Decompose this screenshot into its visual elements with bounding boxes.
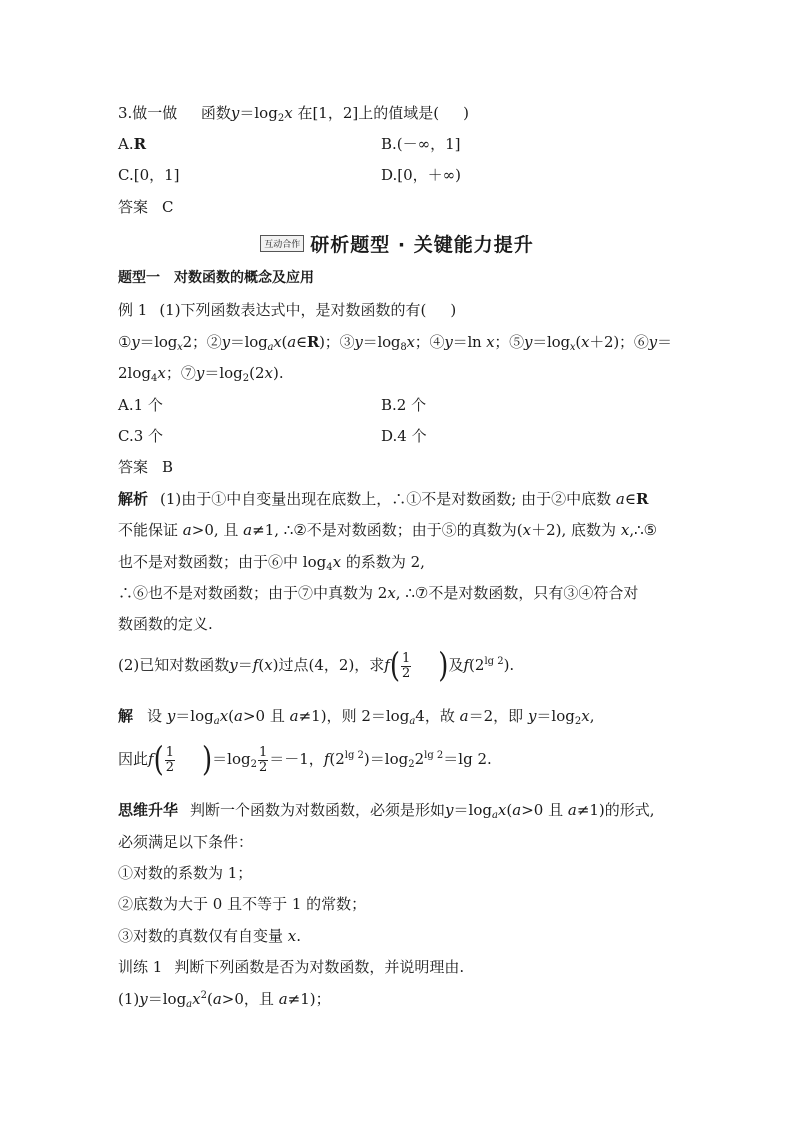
section-heading [0,230,794,257]
ex1-expressions-line1: $①y=\log_x2$；$②y=\log_ax(a\in R)$；$③y=\log_8x$；④y＝ln x；$⑤y=\log_x(x+2)$；⑥y＝ [118,333,672,353]
ex1-analysis-line2: 不能保证 a>0, 且 a≠1, ∴②不是对数函数；由于⑤的真数为(x＋2), 底数为 x,∴⑤ [118,521,658,539]
training1-item1: $(1)y=\log_ax^2(a>0$，且 a≠1)； [118,990,331,1010]
training1-title: 训练 1 判断下列函数是否为对数函数，并说明理由. [118,958,465,976]
q3-option-a: A.R [118,135,147,153]
ex1-part1: 例 1 (1)下列函数表达式中，是对数函数的有( ) [118,301,457,319]
q3-option-d: D.[0，＋∞) [381,166,462,184]
q3-answer: 答案 C [118,198,174,216]
ex1-solution-line2: 因此f( $\frac{1}{2}$ )$=\log_2$ $\frac{1}{2}$ ＝－1，$f(2^{lg 2})=\log_22^{lg 2}=\lg$ 2. [118,740,492,780]
ex1-part2: (2)已知对数函数y＝f(x)过点(4，2)，求f( $\frac{1}{2}$ )及$f(2^{lg 2})$. [118,646,515,686]
q3-stem: 3.做一做 函数$y=\log_2x$ 在[1，2]上的值域是( ) [118,104,469,124]
ex1-option-c: C.3 个 [118,427,164,445]
ex1-expressions-line2: $2\log_4x$；$⑦y=\log_2(2x)$. [118,364,284,384]
section-tag: 互动合作 [260,235,304,252]
q3-option-c: C.[0，1] [118,166,180,184]
summary-condition-1: ①对数的系数为 1； [118,864,253,882]
q3-label: 3.做一做 [118,104,178,122]
ex1-option-d: D.4 个 [381,427,427,445]
ex1-option-b: B.2 个 [381,396,427,414]
ex1-solution-line1: 解 设 $y=\log_ax(a>0$ 且 a≠1)，则 $2=\log_a4$，故 a＝2，即 $y=\log_2x$, [118,707,595,727]
ex1-analysis-line1: 解析 (1)由于①中自变量出现在底数上，∴①不是对数函数; 由于②中底数 a∈R [118,490,649,508]
ex1-analysis-line3: 也不是对数函数；由于⑥中 $\log_4x$ 的系数为 2, [118,553,425,573]
ex1-option-a: A.1 个 [118,396,163,414]
ex1-answer: 答案 B [118,458,174,476]
q3-option-b: B.(－∞，1] [381,135,461,153]
summary-condition-2: ②底数为大于 0 且不等于 1 的常数； [118,895,367,913]
section-title: 研析题型 · 关键能力提升 [310,234,534,256]
summary-condition-3: ③对数的真数仅有自变量 x. [118,927,302,945]
ex1-analysis-line4: ∴⑥也不是对数函数；由于⑦中真数为 2x, ∴⑦不是对数函数，只有③④符合对 [118,584,639,602]
summary-line2: 必须满足以下条件： [118,833,254,851]
type1-title: 题型一 对数函数的概念及应用 [118,270,314,286]
summary-line1: 思维升华 判断一个函数为对数函数，必须是形如$y=\log_ax(a>0$ 且 a≠1)的形式, [118,801,655,821]
ex1-analysis-line5: 数函数的定义. [118,615,213,633]
